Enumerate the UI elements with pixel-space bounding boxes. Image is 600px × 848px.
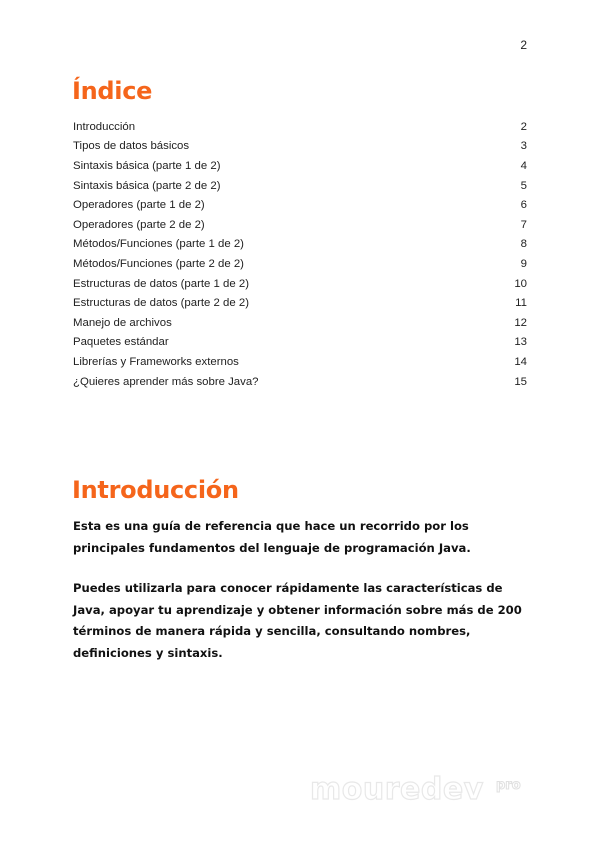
toc-entry[interactable] (73, 352, 527, 372)
toc-entry-label: Sintaxis básica (parte 1 de 2) (73, 159, 221, 172)
toc-entry-label: Métodos/Funciones (parte 1 de 2) (73, 238, 244, 251)
toc-entry-label: Operadores (parte 2 de 2) (73, 218, 205, 231)
toc-entry[interactable] (73, 313, 527, 333)
toc-entry-page: 14 (514, 355, 527, 368)
toc-entry[interactable] (73, 254, 527, 274)
toc-entry-page: 13 (514, 336, 527, 349)
toc-entry-label: Estructuras de datos (parte 1 de 2) (73, 277, 250, 290)
toc-entry-page: 10 (514, 277, 527, 290)
toc-entry-label: Librerías y Frameworks externos (73, 355, 239, 368)
page-number: 2 (520, 38, 527, 52)
toc-entry-label: Introducción (73, 120, 136, 133)
toc-entry-label: Paquetes estándar (73, 336, 169, 349)
toc-entry-label: Tipos de datos básicos (73, 140, 190, 153)
toc-entry[interactable] (73, 274, 527, 294)
toc-entry[interactable] (73, 117, 527, 137)
toc-entry-page: 9 (520, 257, 527, 270)
toc-entry-label: Operadores (parte 1 de 2) (73, 199, 205, 212)
toc-entry-page: 6 (520, 199, 527, 212)
toc-entry-page: 5 (520, 179, 527, 192)
toc-entry-label: Estructuras de datos (parte 2 de 2) (73, 297, 250, 310)
toc-entry[interactable] (73, 215, 527, 235)
toc-entry[interactable] (73, 372, 527, 392)
toc-entry[interactable] (73, 235, 527, 255)
toc-entry-label: Métodos/Funciones (parte 2 de 2) (73, 257, 244, 270)
toc-entry-page: 15 (514, 375, 527, 388)
table-of-contents (73, 117, 527, 391)
intro-title: Introducción (72, 476, 239, 504)
toc-entry-page: 8 (520, 238, 527, 251)
logo-suffix: pro (496, 778, 521, 793)
toc-entry[interactable] (73, 156, 527, 176)
toc-entry-page: 2 (520, 120, 527, 133)
toc-entry-page: 7 (520, 218, 527, 231)
intro-paragraph-1: Esta es una guía de referencia que hace un recorrido por los principales fundamentos del lenguaje de programación Java. (73, 519, 471, 555)
toc-entry-page: 4 (520, 159, 527, 172)
toc-title: Índice (72, 77, 153, 105)
intro-paragraph-2: Puedes utilizarla para conocer rápidamente las características de Java, apoyar tu aprendizaje y obtener información sobre más de 200 términos de manera rápida y sencilla, consultando nombres, definiciones y sintaxis. (73, 581, 522, 660)
toc-entry[interactable] (73, 137, 527, 157)
toc-entry[interactable] (73, 293, 527, 313)
toc-entry-label: Manejo de archivos (73, 316, 172, 329)
toc-entry-page: 3 (520, 140, 527, 153)
toc-entry[interactable] (73, 195, 527, 215)
toc-entry-label: Sintaxis básica (parte 2 de 2) (73, 179, 221, 192)
brand-logo (310, 772, 530, 812)
logo-wordmark: mouredev (310, 772, 484, 807)
toc-entry-page: 11 (515, 297, 527, 310)
toc-entry-page: 12 (514, 316, 527, 329)
toc-entry[interactable] (73, 176, 527, 196)
toc-entry-label: ¿Quieres aprender más sobre Java? (73, 375, 259, 388)
toc-entry[interactable] (73, 333, 527, 353)
